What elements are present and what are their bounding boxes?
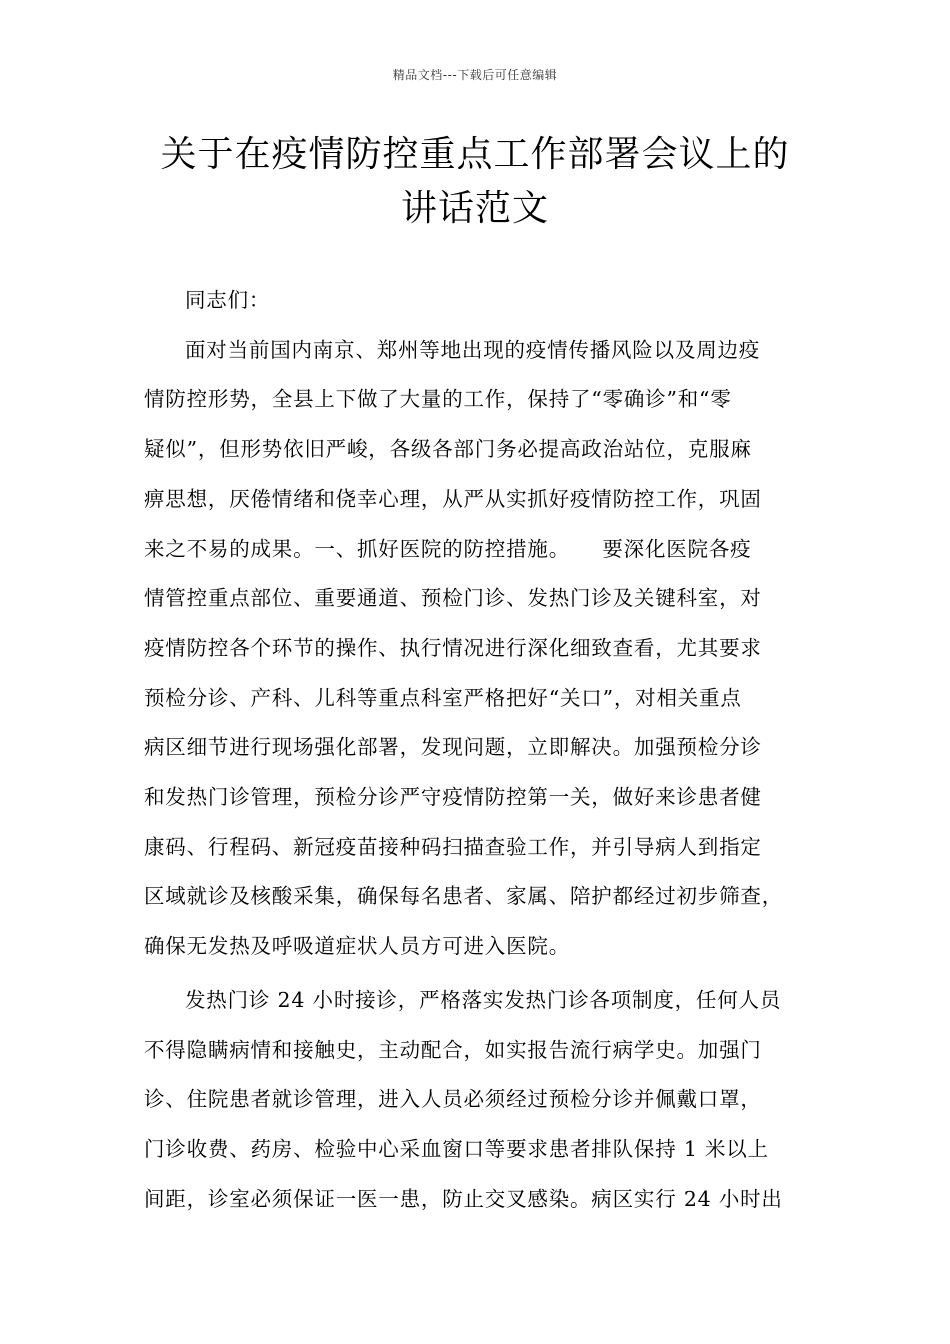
page-header-note: 精品文档---下载后可任意编辑 [392, 68, 558, 82]
text-line: 痹思想，厌倦情绪和侥幸心理，从严从实抓好疫情防控工作，巩固 [144, 486, 762, 511]
document-title [60, 128, 890, 236]
text-line: 康码、行程码、新冠疫苗接种码扫描查验工作，并引导病人到指定 [144, 834, 762, 859]
text-line: 病区细节进行现场强化部署，发现问题，立即解决。加强预检分诊 [144, 735, 762, 760]
greeting: 同志们： [185, 288, 271, 312]
text-line: 间距，诊室必须保证一医一患，防止交叉感染。病区实行 24 小时出 [144, 1186, 783, 1211]
text-line: 来之不易的成果。一、抓好医院的防控措施。 要深化医院各疫 [144, 536, 752, 561]
text-line: 面对当前国内南京、郑州等地出现的疫情传播风险以及周边疫 [185, 337, 761, 362]
paragraph-1 [144, 326, 824, 972]
title-line-2: 讲话范文 [400, 188, 549, 229]
text-line: 情管控重点部位、重要通道、预检门诊、发热门诊及关键科室，对 [144, 586, 762, 611]
text-line: 诊、住院患者就诊管理，进入人员必须经过预检分诊并佩戴口罩， [144, 1087, 762, 1112]
text-line: 门诊收费、药房、检验中心采血窗口等要求患者排队保持 1 米以上 [144, 1136, 769, 1161]
title-line-1: 关于在疫情防控重点工作部署会议上的 [160, 134, 790, 175]
text-line: 区域就诊及核酸采集，确保每名患者、家属、陪护都经过初步筛查， [144, 884, 783, 909]
text-line: 情防控形势，全县上下做了大量的工作，保持了“零确诊”和“零 [144, 387, 732, 412]
text-line: 和发热门诊管理，预检分诊严守疫情防控第一关，做好来诊患者健 [144, 785, 762, 810]
text-line: 确保无发热及呼吸道症状人员方可进入医院。 [144, 934, 570, 959]
text-line: 不得隐瞒病情和接触史，主动配合，如实报告流行病学史。加强门 [144, 1037, 762, 1062]
text-line: 疑似”，但形势依旧严峻，各级各部门务必提高政治站位，克服麻 [144, 437, 752, 462]
text-line: 发热门诊 24 小时接诊，严格落实发热门诊各项制度，任何人员 [185, 987, 782, 1012]
paragraph-2 [144, 976, 824, 1225]
document-body [144, 276, 824, 1224]
text-line: 疫情防控各个环节的操作、执行情况进行深化细致查看，尤其要求 [144, 635, 762, 660]
text-line: 预检分诊、产科、儿科等重点科室严格把好“关口”，对相关重点 [144, 685, 742, 710]
